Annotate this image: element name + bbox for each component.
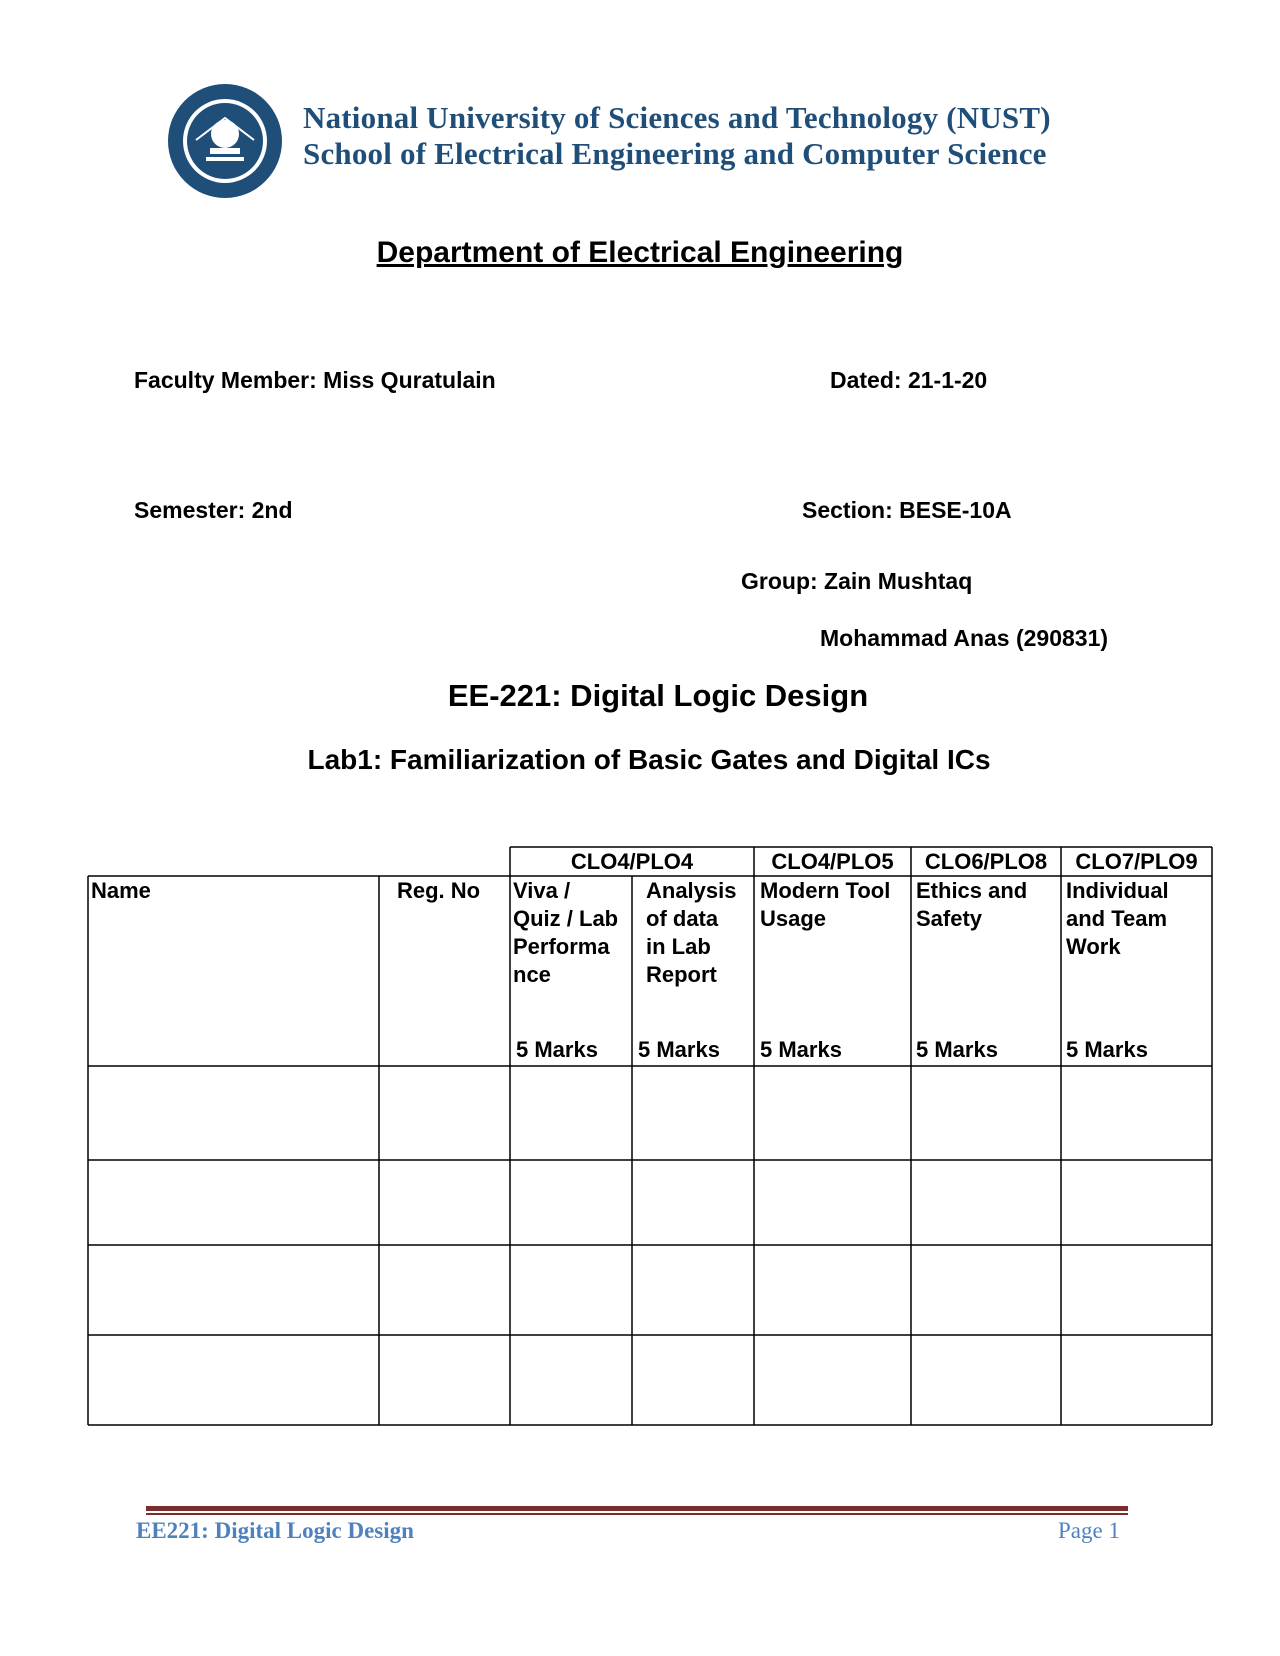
marks-label: 5 Marks xyxy=(1066,1037,1148,1062)
marks-label: 5 Marks xyxy=(916,1037,998,1062)
criterion-analysis xyxy=(646,877,737,989)
footer-divider xyxy=(146,1506,1128,1511)
page-number: Page 1 xyxy=(1058,1518,1120,1543)
criterion-line: Quiz / Lab xyxy=(513,906,619,931)
department-title: Department of Electrical Engineering xyxy=(376,236,904,269)
criterion-line: Ethics and xyxy=(916,878,1028,903)
course-title: EE-221: Digital Logic Design xyxy=(447,678,869,713)
criterion-ethics xyxy=(916,877,1027,933)
criterion-line: Report xyxy=(646,962,717,987)
criterion-line: Analysis xyxy=(646,878,737,903)
marks-label: 5 Marks xyxy=(638,1037,720,1062)
criterion-line: and Team xyxy=(1066,906,1168,931)
marks-label: 5 Marks xyxy=(760,1037,842,1062)
criterion-viva xyxy=(513,877,618,989)
clo-header: CLO6/PLO8 xyxy=(924,849,1048,874)
criterion-line: Modern Tool xyxy=(760,878,891,903)
criterion-line: of data xyxy=(646,906,719,931)
clo-header: CLO4/PLO4 xyxy=(570,849,694,874)
group-label: Group: Zain Mushtaq xyxy=(741,568,973,594)
criterion-line: Work xyxy=(1066,934,1121,959)
criterion-line: in Lab xyxy=(646,934,711,959)
name-column-header: Name xyxy=(91,878,151,903)
reg-no-column-header: Reg. No xyxy=(397,878,481,903)
section-label: Section: BESE-10A xyxy=(802,497,1012,523)
group-member: Mohammad Anas (290831) xyxy=(820,625,1109,651)
footer-title: EE221: Digital Logic Design xyxy=(136,1518,414,1543)
lab-title: Lab1: Familiarization of Basic Gates and Digital ICs xyxy=(307,744,991,775)
clo-header: CLO4/PLO5 xyxy=(771,849,894,874)
clo-header: CLO7/PLO9 xyxy=(1075,849,1198,874)
footer-divider xyxy=(146,1513,1128,1515)
faculty-member: Faculty Member: Miss Quratulain xyxy=(134,367,496,393)
school-name: School of Electrical Engineering and Computer Science xyxy=(303,136,1047,171)
criterion-line: Individual xyxy=(1066,878,1169,903)
criterion-line: Viva / xyxy=(513,878,571,903)
semester-label: Semester: 2nd xyxy=(134,497,293,523)
criterion-line: nce xyxy=(513,962,551,987)
criterion-line: Safety xyxy=(916,906,983,931)
date-label: Dated: 21-1-20 xyxy=(830,367,988,393)
criterion-teamwork xyxy=(1066,877,1169,961)
criterion-line: Performa xyxy=(513,934,610,959)
criterion-line: Usage xyxy=(760,906,827,931)
university-name: National University of Sciences and Technology (NUST) xyxy=(303,100,1051,135)
marks-label: 5 Marks xyxy=(516,1037,598,1062)
criterion-modern-tool xyxy=(760,877,890,933)
